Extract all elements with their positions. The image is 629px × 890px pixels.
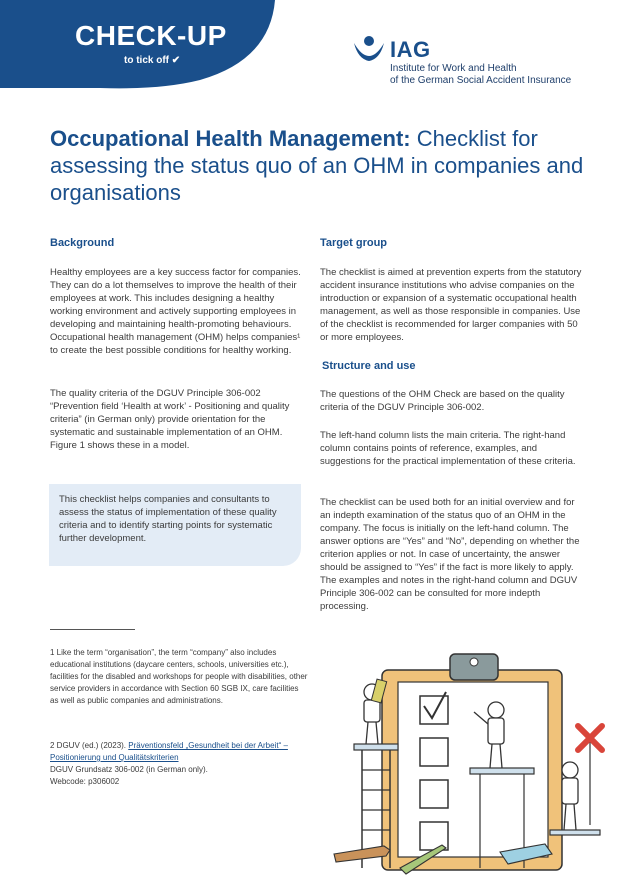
logo-line-1: Institute for Work and Health xyxy=(390,63,517,74)
footnote-divider xyxy=(50,629,135,630)
footnote-2 xyxy=(50,740,308,788)
callout-text: This checklist helps companies and consultants to assess the status of implementation of these quality criteria and to identify starting points for systematic further development. xyxy=(59,494,277,544)
footnote-2-prefix: 2 DGUV (ed.) (2023). xyxy=(50,741,129,750)
badge-subtitle: to tick off ✔ xyxy=(124,55,181,66)
footnote-2-line-3: Webcode: p306002 xyxy=(50,777,120,786)
background-heading: Background xyxy=(50,237,115,249)
clipboard-illustration xyxy=(320,640,620,885)
iag-logo xyxy=(352,35,622,85)
checkbox-1 xyxy=(420,696,448,724)
checkbox-2 xyxy=(420,738,448,766)
footnote-2-line-2: DGUV Grundsatz 306-002 (in German only). xyxy=(50,765,208,774)
structure-para-2: The left-hand column lists the main criteria. The right-hand column contains points of reference, examples, and suggestions for the practical implementation of these criteria. xyxy=(320,430,576,467)
checkbox-3 xyxy=(420,780,448,808)
background-para-1: Healthy employees are a key success factor for companies. They can do a lot themselves to improve the health of their employees at work. This includes designing a healthy working environment and actively supporting employees in developing and maintaining health-promoting behaviours. Occupational health management (OHM) helps companies¹ to create the best possible conditions for healthy working. xyxy=(50,267,301,356)
logo-line-2: of the German Social Accident Insurance xyxy=(390,75,572,86)
target-group-heading: Target group xyxy=(320,237,388,249)
checkup-badge xyxy=(0,0,275,90)
iag-logo-icon xyxy=(352,35,386,65)
callout-box xyxy=(49,484,301,566)
structure-heading: Structure and use xyxy=(322,360,416,372)
target-group-para: The checklist is aimed at prevention experts from the statutory accident insurance institutions who advise companies on the introduction or expansion of a systematic occupational health management, as well as those responsible in companies. Use of the checklist is recommended for larger companies with 50 or more employees. xyxy=(320,267,582,343)
footnote-2-link[interactable]: Präventionsfeld „Gesundheit bei der Arbeit“ – Positionierung und Qualitätskriterien xyxy=(50,741,288,762)
background-para-2: The quality criteria of the DGUV Principle 306-002 “Prevention field ‘Health at work’ - Positioning and quality criteria” (in German only) provide orientation for the systematic and sustainable implementation of an OHM. Figure 1 shows these in a model. xyxy=(50,388,290,451)
title-rest: Checklist for assessing the status quo of an OHM in companies and organisations xyxy=(50,126,584,205)
structure-para-1: The questions of the OHM Check are based on the quality criteria of the DGUV Principle 306-002. xyxy=(320,389,565,413)
badge-title: CHECK-UP xyxy=(75,20,227,51)
structure-para-3: The checklist can be used both for an initial overview and for an indepth examination of the status quo of an OHM in the company. The focus is initially on the left-hand column. The answer options are “Yes” and “No”, depending on whether the criterion applies or not. In case of uncertainty, the answer should be assigned to “Yes” if the fact is more likely to apply. The examples and notes in the right-hand column and DGUV Principle 306-002 can be consulted for more indepth processing. xyxy=(320,497,580,612)
footnote-1: 1 Like the term “organisation”, the term “company” also includes educational institutions (daycare centers, schools, universities etc.), facilities for the disabled and workshops for people with disabilities, other service providers in accordance with Section 60 SGB IX, care facilities as well as public companies and administrations. xyxy=(50,648,308,705)
logo-name: IAG xyxy=(390,37,431,62)
title-bold: Occupational Health Management: xyxy=(50,126,411,151)
page-title xyxy=(50,125,590,206)
